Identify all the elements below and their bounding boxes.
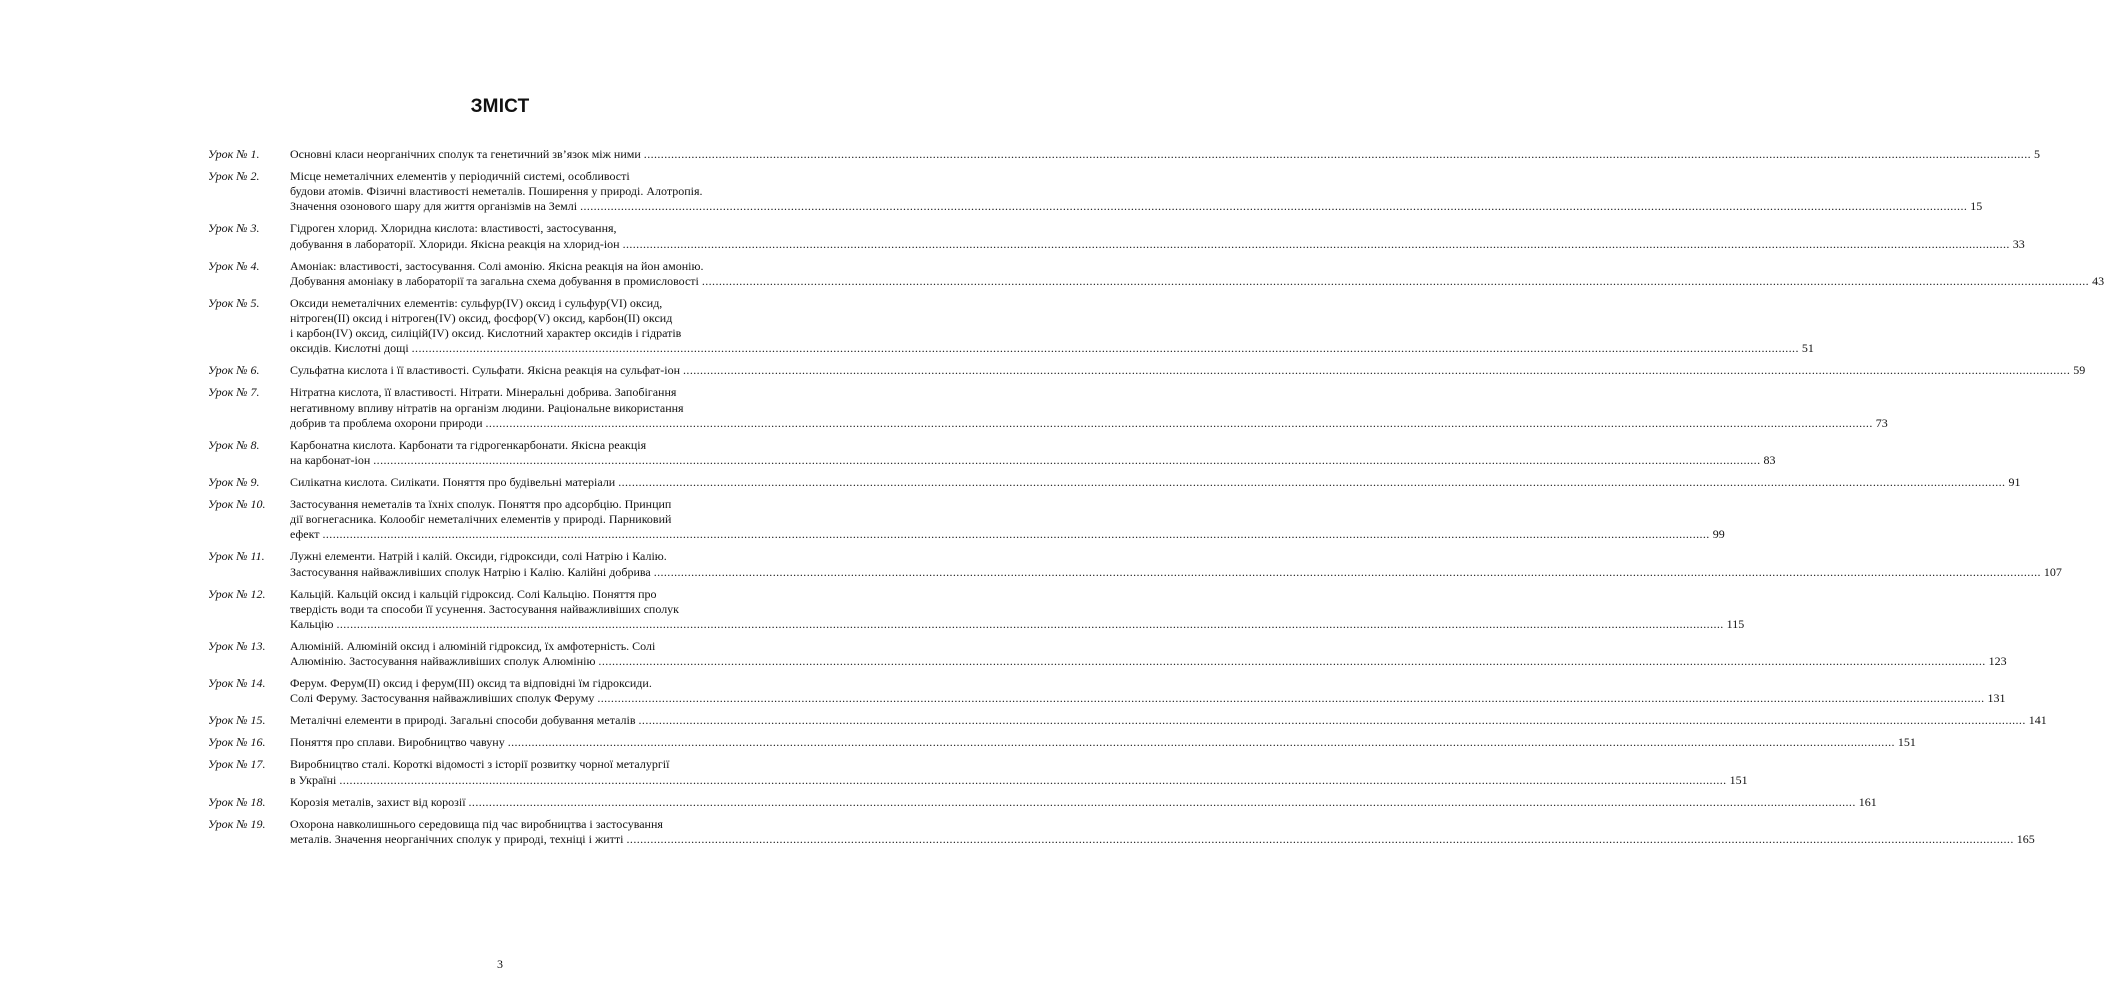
lesson-text-line: Охорона навколишнього середовища під час виробництва і застосування (290, 816, 663, 831)
toc-entry[interactable] (208, 147, 2040, 162)
lesson-page-number[interactable]: 131 (1987, 691, 2006, 706)
lesson-page-number[interactable]: 15 (1970, 199, 1983, 214)
lesson-label: Урок № 11. (208, 549, 265, 564)
dot-leader (702, 274, 2089, 289)
lesson-text-line: Кальцій. Кальцій оксид і кальцій гідроксид. Солі Кальцію. Поняття про (290, 586, 657, 601)
lesson-label: Урок № 14. (208, 676, 266, 691)
lesson-page-number[interactable]: 165 (2016, 831, 2035, 846)
lesson-text-line: дії вогнегасника. Колообіг неметалічних елементів у природі. Парниковий (290, 512, 672, 527)
toc-entry[interactable] (208, 363, 2086, 378)
dot-leader (597, 691, 1984, 706)
lesson-page-number[interactable]: 99 (1712, 527, 1725, 542)
lesson-text-line: оксидів. Кислотні дощі (290, 341, 409, 356)
lesson-description (290, 757, 1748, 787)
lesson-page-number[interactable]: 141 (2028, 713, 2047, 728)
toc-entry[interactable] (208, 437, 1776, 468)
lesson-text-line: Гідроген хлорид. Хлоридна кислота: властивості, застосування, (290, 221, 617, 236)
toc-entry[interactable] (208, 757, 1748, 787)
lesson-page-number[interactable]: 83 (1763, 453, 1776, 468)
lesson-description (290, 475, 2020, 490)
dot-leader (373, 453, 1760, 468)
toc-entry[interactable] (208, 586, 1745, 633)
lesson-page-number[interactable]: 43 (2092, 273, 2104, 288)
lesson-text-line: в Україні (290, 772, 337, 787)
toc-entry[interactable] (208, 794, 1877, 810)
lesson-text-line: Алюміній. Алюміній оксид і алюміній гідроксид, їх амфотерність. Солі (290, 639, 656, 654)
dot-leader (623, 237, 2010, 252)
table-of-contents (208, 147, 2104, 854)
lesson-page-number[interactable]: 59 (2073, 363, 2086, 378)
lesson-description (290, 259, 2104, 289)
lesson-page-number[interactable]: 5 (2034, 147, 2040, 161)
toc-entry[interactable] (208, 295, 1814, 357)
lesson-description (290, 385, 1888, 431)
lesson-label: Урок № 2. (208, 169, 260, 183)
lesson-description (290, 713, 2047, 728)
toc-entry[interactable] (208, 713, 2047, 728)
dot-leader (683, 363, 2070, 378)
lesson-description (290, 549, 2062, 579)
lesson-label: Урок № 7. (208, 385, 260, 400)
dot-leader (469, 795, 1856, 810)
lesson-text-line: Значення озонового шару для життя організмів на Землі (290, 199, 578, 214)
lesson-last-line (290, 147, 2040, 162)
lesson-text-line: ефект (290, 527, 320, 542)
lesson-label: Урок № 10. (208, 497, 266, 512)
lesson-last-line (290, 691, 2006, 706)
lesson-last-line (290, 274, 2104, 289)
lesson-text-line: Основні класи неорганічних сполук та генетичний зв’язок між ними (290, 147, 641, 161)
lesson-last-line (290, 453, 1775, 468)
dot-leader (336, 617, 1723, 632)
lesson-last-line (290, 735, 1916, 750)
toc-entry[interactable] (208, 258, 2104, 289)
toc-entry[interactable] (208, 816, 2035, 847)
toc-entry[interactable] (208, 735, 1916, 750)
dot-leader (323, 527, 1710, 542)
lesson-label: Урок № 18. (208, 794, 266, 809)
lesson-label: Урок № 3. (208, 221, 260, 236)
lesson-text-line: твердість води та способи її усунення. Застосування найважливіших сполук (290, 601, 680, 616)
lesson-page-number[interactable]: 33 (2012, 236, 2025, 251)
lesson-last-line (290, 237, 2025, 252)
lesson-text-line: на карбонат-іон (290, 453, 371, 468)
lesson-last-line (290, 713, 2047, 728)
lesson-text-line: Карбонатна кислота. Карбонати та гідрогенкарбонати. Якісна реакція (290, 437, 647, 452)
dot-leader (639, 713, 2026, 728)
lesson-page-number[interactable]: 73 (1875, 415, 1888, 430)
lesson-description (290, 497, 1725, 543)
lesson-text-line: металів. Значення неорганічних сполук у природі, техніці і житті (290, 831, 624, 846)
toc-entry[interactable] (208, 497, 1725, 543)
lesson-text-line: Корозія металів, захист від корозії (290, 794, 466, 809)
lesson-label: Урок № 1. (208, 147, 260, 161)
lesson-text-line: Кальцію (290, 617, 334, 632)
lesson-text-line: Нітратна кислота, її властивості. Нітрати. Мінеральні добрива. Запобігання (290, 385, 677, 400)
lesson-description (290, 587, 1744, 633)
lesson-last-line (290, 832, 2035, 847)
lesson-text-line: нітроген(II) оксид і нітроген(IV) оксид, фосфор(V) оксид, карбон(II) оксид (290, 311, 673, 326)
lesson-last-line (290, 475, 2020, 490)
lesson-label: Урок № 12. (208, 586, 266, 601)
toc-entry[interactable] (208, 221, 2025, 251)
lesson-label: Урок № 9. (208, 475, 260, 490)
lesson-text-line: Поняття про сплави. Виробництво чавуну (290, 735, 505, 750)
lesson-description (290, 676, 2006, 706)
lesson-description (290, 147, 2040, 162)
lesson-last-line (290, 773, 1748, 788)
lesson-label: Урок № 19. (208, 816, 266, 831)
lesson-text-line: будови атомів. Фізичні властивості неметалів. Поширення у природі. Алотропія. (290, 184, 703, 199)
lesson-label: Урок № 4. (208, 258, 260, 273)
lesson-text-line: Застосування неметалів та їхніх сполук. Поняття про адсорбцію. Принцип (290, 497, 672, 512)
lesson-last-line (290, 527, 1725, 542)
lesson-page-number[interactable]: 91 (2008, 475, 2021, 490)
lesson-text-line: Оксиди неметалічних елементів: сульфур(IV) оксид і сульфур(VI) оксид, (290, 295, 663, 310)
lesson-description (290, 296, 1814, 357)
dot-leader (598, 654, 1985, 669)
lesson-text-line: Солі Феруму. Застосування найважливіших сполук Феруму (290, 691, 595, 706)
lesson-text-line: негативному впливу нітратів на організм людини. Раціональне використання (290, 400, 684, 415)
lesson-last-line (290, 617, 1744, 632)
lesson-text-line: Ферум. Ферум(II) оксид і ферум(III) оксид та відповідні їм гідроксиди. (290, 676, 652, 691)
lesson-last-line (290, 363, 2085, 378)
lesson-text-line: Алюмінію. Застосування найважливіших сполук Алюмінію (290, 654, 596, 669)
lesson-last-line (290, 795, 1877, 810)
lesson-last-line (290, 565, 2062, 580)
lesson-page-number[interactable]: 123 (1988, 654, 2007, 669)
lesson-text-line: Місце неметалічних елементів у періодичній системі, особливості (290, 169, 630, 183)
lesson-label: Урок № 13. (208, 639, 266, 654)
toc-entry[interactable] (208, 475, 2021, 490)
lesson-label: Урок № 5. (208, 295, 260, 310)
lesson-page-number[interactable]: 151 (1897, 735, 1916, 750)
lesson-text-line: Застосування найважливіших сполук Натрію і Калію. Калійні добрива (290, 564, 651, 579)
lesson-description (290, 363, 2085, 378)
lesson-label: Урок № 15. (208, 713, 266, 728)
toc-entry[interactable] (208, 549, 2062, 579)
dot-leader (644, 147, 2031, 162)
lesson-last-line (290, 654, 2007, 669)
lesson-last-line (290, 199, 1982, 214)
page-title: ЗМІСТ (470, 96, 530, 117)
lesson-text-line: Силікатна кислота. Силікати. Поняття про будівельні матеріали (290, 475, 616, 490)
lesson-text-line: добування в лабораторії. Хлориди. Якісна реакція на хлорид-іон (290, 236, 620, 251)
lesson-page-number[interactable]: 51 (1801, 341, 1814, 356)
lesson-page-number[interactable]: 115 (1726, 617, 1745, 632)
lesson-text-line: Виробництво сталі. Короткі відомості з історії розвитку чорної металургії (290, 757, 670, 772)
toc-entry[interactable] (208, 169, 1983, 215)
lesson-description (290, 735, 1916, 750)
lesson-description (290, 795, 1877, 810)
dot-leader (508, 735, 1895, 750)
lesson-label: Урок № 6. (208, 363, 260, 378)
toc-entry[interactable] (208, 639, 2007, 669)
lesson-label: Урок № 16. (208, 735, 266, 750)
dot-leader (618, 475, 2005, 490)
lesson-page-number[interactable]: 161 (1858, 794, 1877, 809)
lesson-text-line: Сульфатна кислота і її властивості. Сульфати. Якісна реакція на сульфат-іон (290, 363, 681, 378)
lesson-text-line: Амоніак: властивості, застосування. Солі амонію. Якісна реакція на йон амонію. (290, 258, 704, 273)
lesson-text-line: Лужні елементи. Натрій і калій. Оксиди, гідроксиди, солі Натрію і Калію. (290, 549, 667, 564)
dot-leader (339, 773, 1726, 788)
lesson-label: Урок № 17. (208, 757, 266, 772)
lesson-text-line: і карбон(IV) оксид, силіцій(IV) оксид. Кислотний характер оксидів і гідратів (290, 326, 682, 341)
toc-entry[interactable] (208, 676, 2006, 706)
lesson-description (290, 221, 2025, 251)
toc-entry[interactable] (208, 385, 1888, 431)
page-number: 3 (497, 957, 503, 971)
lesson-last-line (290, 341, 1814, 356)
lesson-text-line: добрив та проблема охорони природи (290, 415, 483, 430)
lesson-text-line: Добування амоніаку в лабораторії та загальна схема добування в промисловості (290, 273, 699, 288)
dot-leader (627, 832, 2014, 847)
lesson-label: Урок № 8. (208, 437, 260, 452)
lesson-last-line (290, 416, 1888, 431)
dot-leader (654, 565, 2041, 580)
lesson-text-line: Металічні елементи в природі. Загальні способи добування металів (290, 713, 636, 728)
lesson-page-number[interactable]: 151 (1729, 772, 1748, 787)
dot-leader (486, 416, 1873, 431)
dot-leader (412, 341, 1799, 356)
lesson-description (290, 169, 1982, 215)
lesson-description (290, 639, 2007, 669)
lesson-description (290, 438, 1775, 468)
lesson-page-number[interactable]: 107 (2043, 564, 2062, 579)
lesson-description (290, 817, 2035, 847)
dot-leader (580, 199, 1967, 214)
